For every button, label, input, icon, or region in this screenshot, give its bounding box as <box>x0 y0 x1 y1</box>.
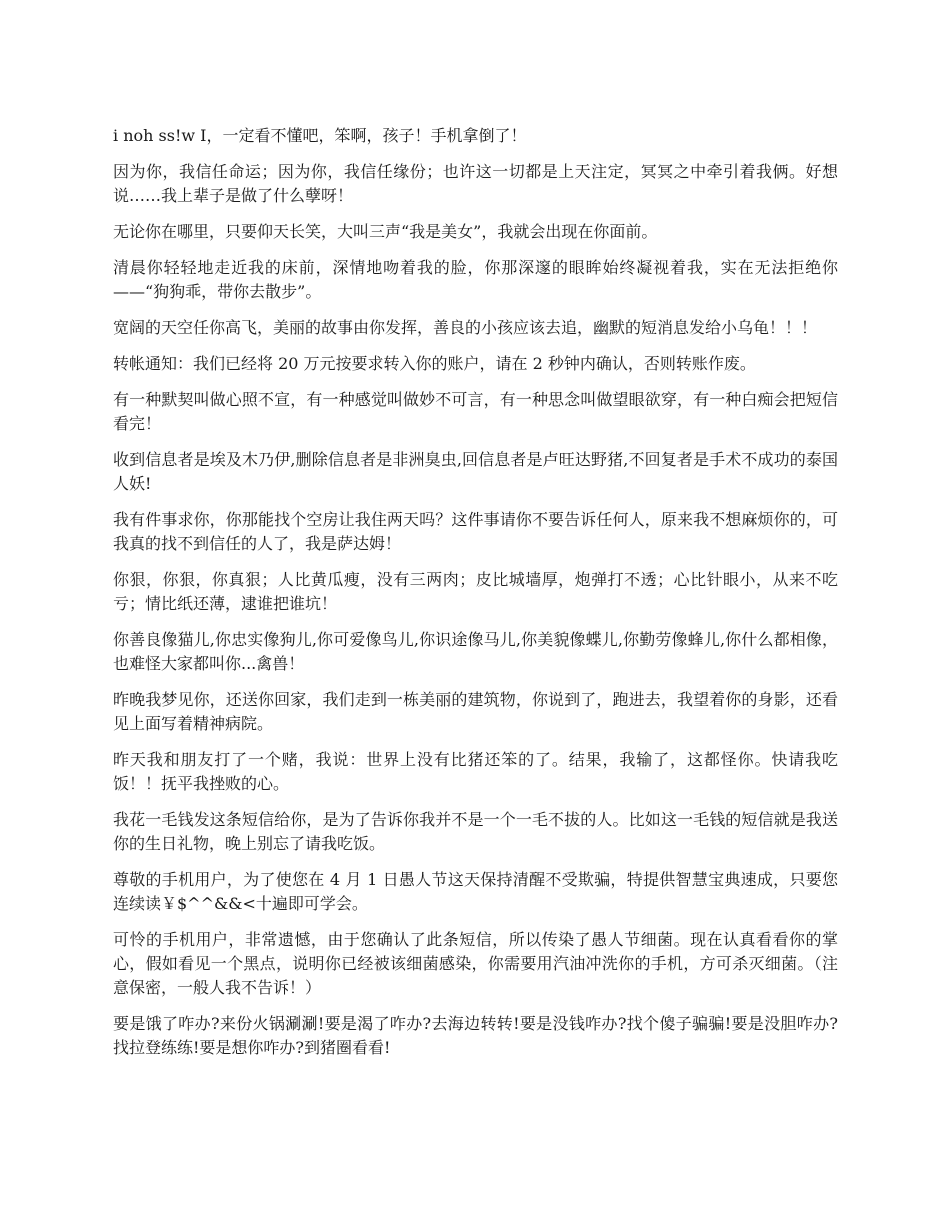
paragraph: 尊敬的手机用户，为了使您在 4 月 1 日愚人节这天保持清醒不受欺骗，特提供智慧宝典速成，只要您连续读￥$^^&&<十遍即可学会。 <box>113 870 838 913</box>
paragraph: 因为你，我信任命运；因为你，我信任缘份；也许这一切都是上天注定，冥冥之中牵引着我俩。好想说……我上辈子是做了什么孽呀！ <box>113 162 838 205</box>
paragraph: 有一种默契叫做心照不宣，有一种感觉叫做妙不可言，有一种思念叫做望眼欲穿，有一种白痴会把短信看完！ <box>113 390 838 433</box>
paragraph: 昨天我和朋友打了一个赌，我说：世界上没有比猪还笨的了。结果，我输了，这都怪你。快请我吃饭！！抚平我挫败的心。 <box>113 750 838 793</box>
paragraph: i noh ss!w I，一定看不懂吧，笨啊，孩子！手机拿倒了！ <box>113 126 527 145</box>
paragraph: 你狠，你狠，你真狠；人比黄瓜瘦，没有三两肉；皮比城墙厚，炮弹打不透；心比针眼小，从来不吃亏；情比纸还薄，逮谁把谁坑！ <box>113 570 838 613</box>
paragraph: 我有件事求你，你那能找个空房让我住两天吗？这件事请你不要告诉任何人，原来我不想麻烦你的，可我真的找不到信任的人了，我是萨达姆！ <box>113 510 838 553</box>
document-body <box>113 124 838 1072</box>
paragraph: 要是饿了咋办?来份火锅涮涮!要是渴了咋办?去海边转转!要是没钱咋办?找个傻子骗骗!要是没胆咋办?找拉登练练!要是想你咋办?到猪圈看看! <box>113 1014 838 1057</box>
paragraph: 我花一毛钱发这条短信给你，是为了告诉你我并不是一个一毛不拔的人。比如这一毛钱的短信就是我送你的生日礼物，晚上别忘了请我吃饭。 <box>113 810 838 853</box>
paragraph: 收到信息者是埃及木乃伊,删除信息者是非洲臭虫,回信息者是卢旺达野猪,不回复者是手术不成功的泰国人妖! <box>113 450 838 493</box>
paragraph: 你善良像猫儿,你忠实像狗儿,你可爱像鸟儿,你识途像马儿,你美貌像蝶儿,你勤劳像蜂儿,你什么都相像，也难怪大家都叫你...禽兽！ <box>113 630 838 673</box>
paragraph: 宽阔的天空任你高飞，美丽的故事由你发挥，善良的小孩应该去追，幽默的短消息发给小乌龟！！！ <box>113 318 818 337</box>
paragraph: 转帐通知：我们已经将 20 万元按要求转入你的账户，请在 2 秒钟内确认，否则转账作废。 <box>113 354 756 373</box>
paragraph: 可怜的手机用户，非常遗憾，由于您确认了此条短信，所以传染了愚人节细菌。现在认真看看你的掌心，假如看见一个黑点，说明你已经被该细菌感染，你需要用汽油冲洗你的手机，方可杀灭细菌。（注意保密，一般人我不告诉！） <box>113 930 838 997</box>
paragraph: 清晨你轻轻地走近我的床前，深情地吻着我的脸，你那深邃的眼眸始终凝视着我，实在无法拒绝你——“狗狗乖，带你去散步”。 <box>113 258 838 301</box>
paragraph: 昨晚我梦见你，还送你回家，我们走到一栋美丽的建筑物，你说到了，跑进去，我望着你的身影，还看见上面写着精神病院。 <box>113 690 838 733</box>
paragraph: 无论你在哪里，只要仰天长笑，大叫三声“我是美女”，我就会出现在你面前。 <box>113 222 658 241</box>
